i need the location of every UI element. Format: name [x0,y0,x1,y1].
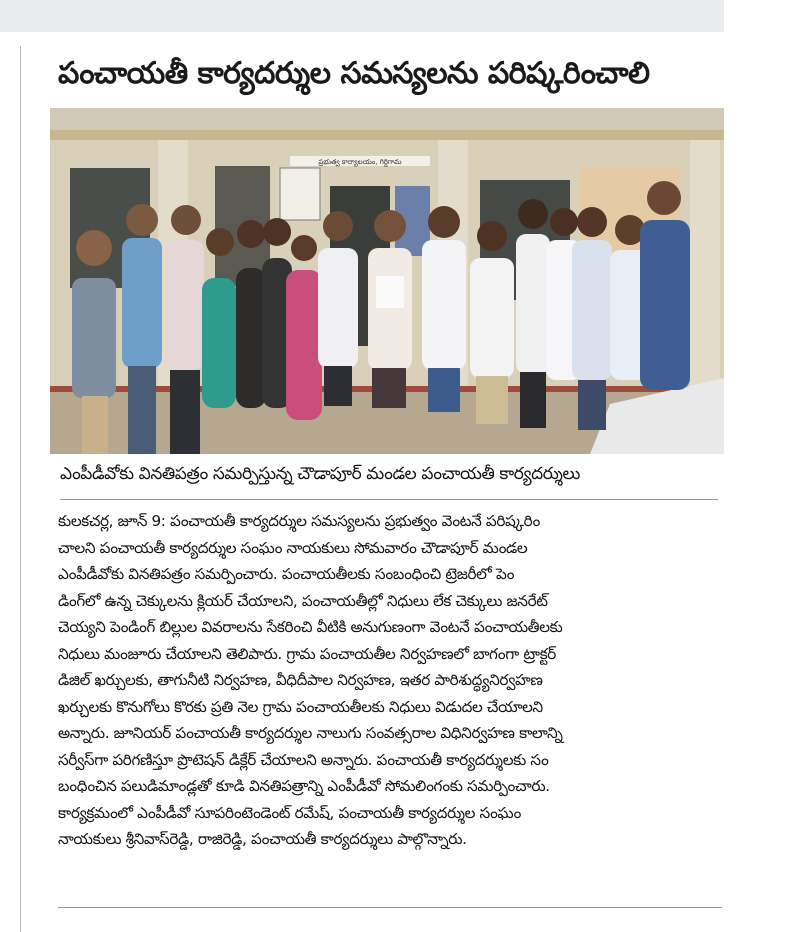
article-headline: పంచాయతీ కార్యదర్శుల సమస్యలను పరిష్కరించాలి [58,56,650,91]
body-line: అన్నారు. జూనియర్ పంచాయతీ కార్యదర్శుల నాలుగు సంవత్సరాల విధినిర్వహణ కాలాన్ని [58,724,563,742]
body-line: కార్యక్రమంలో ఎంపీడీవో సూపరింటెండెంట్ రమేష్, పంచాయతీ కార్యదర్శుల సంఘం [58,803,521,822]
body-line: డింగ్‌లో ఉన్న చెక్కులను క్లియర్ చేయాలని, పంచాయతీల్లో నిధులు లేక చెక్కులు జనరేట్ [58,591,548,610]
top-bar [0,0,724,32]
body-line: ఖర్చులకు కొనుగోలు కొరకు ప్రతి నెల గ్రామ పంచాయతీలకు నిధులు విడుదల చేయాలని [58,697,543,716]
body-line: నిధులు మంజూరు చేయాలని తెలిపారు. గ్రామ పంచాయతీల నిర్వహణలో బాగంగా ట్రాక్టర్ [58,644,556,663]
photo-caption: ఎంపీడీవోకు వినతిపత్రం సమర్పిస్తున్న చౌడాపూర్ మండల పంచాయతీ కార్యదర్శులు [60,464,580,484]
article-end-divider [58,907,722,908]
body-line: నాయకులు శ్రీనివాస్‌రెడ్డి, రాజిరెడ్డి, పంచాయతీ కార్యదర్శులు పాల్గొన్నారు. [58,830,467,848]
article-body [58,508,722,853]
photo-banner-text: ప్రభుత్వ కార్యాలయం, గిర్దిగామ [318,158,402,166]
body-line: కులకచర్ల, జూన్ 9: పంచాయతీ కార్యదర్శుల సమస్యలను ప్రభుత్వం వెంటనే పరిష్కరిం [58,512,540,530]
body-line: బంధించిన పలుడిమాండ్లతో కూడి వినతిపత్రాన్ని ఎంపీడీవో సోమలింగంకు సమర్పించారు. [58,777,550,795]
body-line: చాలని పంచాయతీ కార్యదర్శుల సంఘం నాయకులు సోమవారం చౌడాపూర్ మండల [58,538,528,557]
column-divider [20,46,21,932]
body-line: ఎంపీడీవోకు వినతిపత్రం సమర్పించారు. పంచాయతీలకు సంబంధించి ట్రెజరీలో పెం [58,565,515,583]
caption-divider [60,499,718,500]
body-line: చెయ్యని పెండింగ్ బిల్లుల వివరాలను సేకరించి వీటికి అనుగుణంగా వెంటనే పంచాయతీలకు [58,618,563,636]
body-line: డిజిల్ ఖర్చులకు, తాగునీటి నిర్వహణ, వీధిదీపాల నిర్వహణ, ఇతర పారిశుద్ధ్యనిర్వహణ [58,671,543,689]
news-photo [50,108,724,454]
body-line: సర్వీస్‌గా పరిగణిస్తూ ప్రొటెషన్ డిక్లేర్ చేయాలని అన్నారు. పంచాయతీ కార్యదర్శులకు సం [58,750,549,769]
